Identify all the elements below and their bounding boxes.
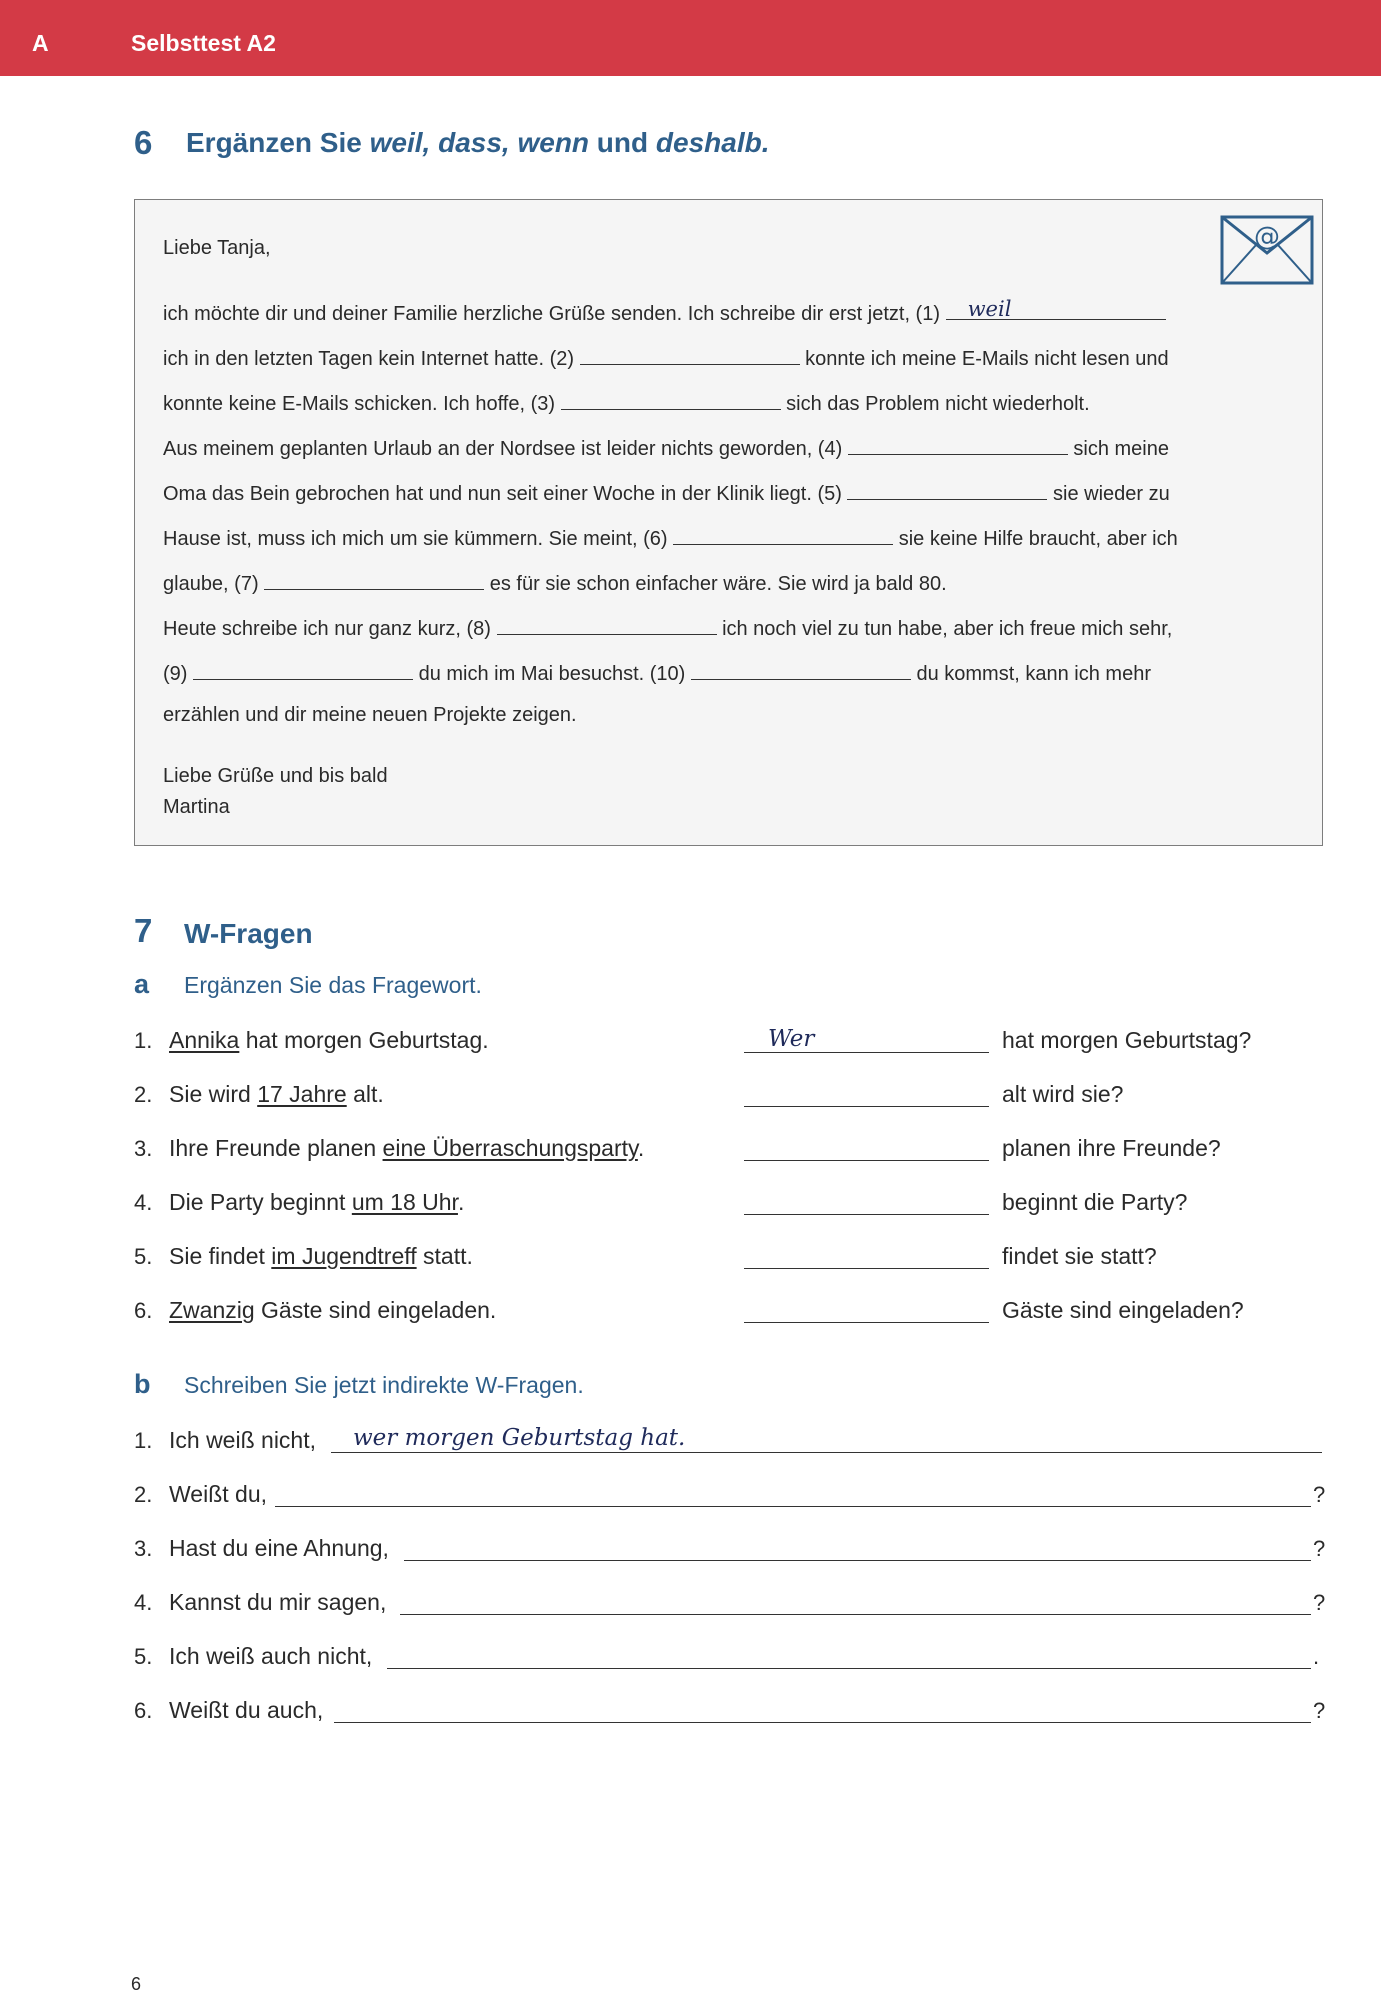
blank-5[interactable]	[847, 479, 1047, 500]
statement-text: Die Party beginnt	[169, 1189, 352, 1215]
title-part-italic: weil, dass, wenn	[369, 127, 590, 158]
part-a-title: Ergänzen Sie das Fragewort.	[184, 972, 482, 998]
item-prompt: Ich weiß nicht,	[169, 1427, 316, 1453]
blank-9[interactable]	[193, 659, 413, 680]
item-statement	[169, 1135, 644, 1162]
letter-text: ich noch viel zu tun habe, aber ich freue mich sehr,	[722, 618, 1173, 640]
statement-text: Sie wird	[169, 1081, 258, 1107]
part-b-letter: b	[134, 1369, 151, 1399]
handwritten-answer: Wer	[768, 1026, 815, 1052]
item-number: 5.	[134, 1244, 153, 1269]
letter-greeting: Liebe Tanja,	[163, 237, 271, 259]
exercise-6-title	[186, 127, 770, 159]
header-title: Selbsttest A2	[131, 30, 276, 56]
statement-text: statt.	[416, 1243, 473, 1269]
underlined-part: um 18 Uhr	[351, 1189, 458, 1215]
letter-text: konnte ich meine E-Mails nicht lesen und	[805, 348, 1169, 370]
item-prompt: Weißt du,	[169, 1481, 267, 1507]
question-rest: findet sie statt?	[1002, 1243, 1157, 1269]
item-prompt: Kannst du mir sagen,	[169, 1589, 387, 1615]
item-number: 3.	[134, 1536, 153, 1561]
title-part: Ergänzen Sie	[186, 127, 370, 158]
question-word-blank[interactable]	[744, 1296, 989, 1323]
letter-line-9	[163, 659, 1151, 686]
item-number: 6.	[134, 1298, 153, 1323]
underlined-part: Zwanzig	[169, 1297, 255, 1323]
item-statement	[169, 1189, 464, 1216]
underlined-part: 17 Jahre	[257, 1081, 347, 1107]
statement-text: hat morgen Geburtstag.	[239, 1027, 489, 1053]
blank-4[interactable]	[848, 434, 1068, 455]
letter-text: Heute schreibe ich nur ganz kurz, (8)	[163, 618, 491, 640]
underlined-part: Annika	[169, 1027, 240, 1053]
letter-line-2	[163, 344, 1169, 371]
letter-text: du mich im Mai besuchst. (10)	[418, 663, 686, 685]
handwritten-answer: weil	[967, 297, 1012, 321]
title-part-italic: deshalb.	[655, 127, 770, 158]
blank-2[interactable]	[580, 344, 800, 365]
item-number: 2.	[134, 1482, 153, 1507]
question-rest: beginnt die Party?	[1002, 1189, 1188, 1215]
header-bar	[0, 0, 1381, 76]
item-number: 1.	[134, 1028, 153, 1053]
letter-text: sie keine Hilfe braucht, aber ich	[898, 528, 1178, 550]
item-number: 6.	[134, 1698, 153, 1723]
email-envelope-icon	[1220, 215, 1314, 285]
item-number: 5.	[134, 1644, 153, 1669]
question-rest: planen ihre Freunde?	[1002, 1135, 1221, 1161]
end-punctuation: ?	[1313, 1536, 1326, 1561]
letter-text: sich meine	[1073, 438, 1169, 460]
statement-text: .	[457, 1189, 465, 1215]
letter-text: glaube, (7)	[163, 573, 259, 595]
handwritten-answer: wer morgen Geburtstag hat.	[353, 1425, 686, 1451]
exercise-7-title: W-Fragen	[184, 918, 313, 949]
blank-7[interactable]	[264, 569, 484, 590]
title-part: und	[589, 127, 656, 158]
end-punctuation: ?	[1313, 1698, 1326, 1723]
item-number: 1.	[134, 1428, 153, 1453]
item-number: 3.	[134, 1136, 153, 1161]
item-prompt: Weißt du auch,	[169, 1697, 324, 1723]
letter-line-8	[163, 614, 1172, 641]
question-word-blank[interactable]	[744, 1026, 989, 1053]
letter-line-4	[163, 434, 1169, 461]
letter-text: (9)	[163, 663, 188, 685]
letter-line-10: erzählen und dir meine neuen Projekte zeigen.	[163, 704, 577, 726]
statement-text: Sie findet	[169, 1243, 272, 1269]
letter-line-6	[163, 524, 1178, 551]
question-word-blank[interactable]	[744, 1188, 989, 1215]
item-number: 2.	[134, 1082, 153, 1107]
question-rest: alt wird sie?	[1002, 1081, 1124, 1107]
letter-text: Aus meinem geplanten Urlaub an der Nordsee ist leider nichts geworden, (4)	[163, 438, 843, 460]
statement-text: .	[637, 1135, 645, 1161]
exercise-6-number: 6	[134, 124, 153, 161]
unit-label: A	[32, 30, 49, 56]
item-number: 4.	[134, 1190, 153, 1215]
question-rest: hat morgen Geburtstag?	[1002, 1027, 1252, 1053]
exercise-7-number: 7	[134, 912, 153, 949]
question-rest: Gäste sind eingeladen?	[1002, 1297, 1244, 1323]
letter-text: es für sie schon einfacher wäre. Sie wird ja bald 80.	[489, 573, 947, 595]
answer-line[interactable]	[400, 1588, 1311, 1615]
blank-10[interactable]	[691, 659, 911, 680]
item-prompt: Ich weiß auch nicht,	[169, 1643, 373, 1669]
letter-closing: Liebe Grüße und bis bald	[163, 765, 388, 787]
end-punctuation: .	[1313, 1644, 1320, 1669]
letter-signature: Martina	[163, 796, 230, 818]
part-a-letter: a	[134, 969, 150, 999]
end-punctuation: ?	[1313, 1482, 1326, 1507]
end-punctuation: ?	[1313, 1590, 1326, 1615]
item-statement	[169, 1297, 496, 1324]
answer-line[interactable]	[404, 1534, 1311, 1561]
item-statement	[169, 1243, 473, 1270]
item-prompt: Hast du eine Ahnung,	[169, 1535, 389, 1561]
letter-text: Hause ist, muss ich mich um sie kümmern. Sie meint, (6)	[163, 528, 668, 550]
answer-line[interactable]	[275, 1480, 1311, 1507]
answer-line[interactable]	[387, 1642, 1311, 1669]
letter-text: konnte keine E-Mails schicken. Ich hoffe, (3)	[163, 393, 556, 415]
letter-text: Oma das Bein gebrochen hat und nun seit einer Woche in der Klinik liegt. (5)	[163, 483, 842, 505]
page-number: 6	[131, 1974, 142, 1994]
blank-6[interactable]	[673, 524, 893, 545]
statement-text: Gäste sind eingeladen.	[254, 1297, 497, 1323]
underlined-part: im Jugendtreff	[271, 1243, 417, 1269]
letter-line-7	[163, 569, 947, 596]
letter-line-3	[163, 389, 1090, 416]
underlined-part: eine Überraschungsparty	[382, 1135, 638, 1161]
statement-text: Ihre Freunde planen	[169, 1135, 383, 1161]
letter-line-5	[163, 479, 1170, 506]
blank-8[interactable]	[497, 614, 717, 635]
statement-text: alt.	[346, 1081, 384, 1107]
item-statement	[169, 1081, 384, 1108]
svg-text:@: @	[1254, 222, 1280, 252]
letter-text: ich in den letzten Tagen kein Internet hatte. (2)	[163, 348, 575, 370]
question-word-blank[interactable]	[744, 1242, 989, 1269]
letter-text: sich das Problem nicht wiederholt.	[786, 393, 1090, 415]
letter-box	[134, 199, 1323, 846]
letter-text: sie wieder zu	[1053, 483, 1170, 505]
question-word-blank[interactable]	[744, 1134, 989, 1161]
answer-line[interactable]	[331, 1426, 1322, 1453]
letter-text: ich möchte dir und deiner Familie herzliche Grüße senden. Ich schreibe dir erst jetzt, (1)	[163, 303, 941, 325]
question-word-blank[interactable]	[744, 1080, 989, 1107]
letter-text: du kommst, kann ich mehr	[916, 663, 1151, 685]
blank-3[interactable]	[561, 389, 781, 410]
answer-line[interactable]	[334, 1696, 1311, 1723]
item-number: 4.	[134, 1590, 153, 1615]
blank-1[interactable]	[946, 299, 1166, 320]
letter-line-1	[163, 299, 1166, 326]
part-b-title: Schreiben Sie jetzt indirekte W-Fragen.	[184, 1372, 584, 1398]
item-statement	[169, 1027, 489, 1054]
